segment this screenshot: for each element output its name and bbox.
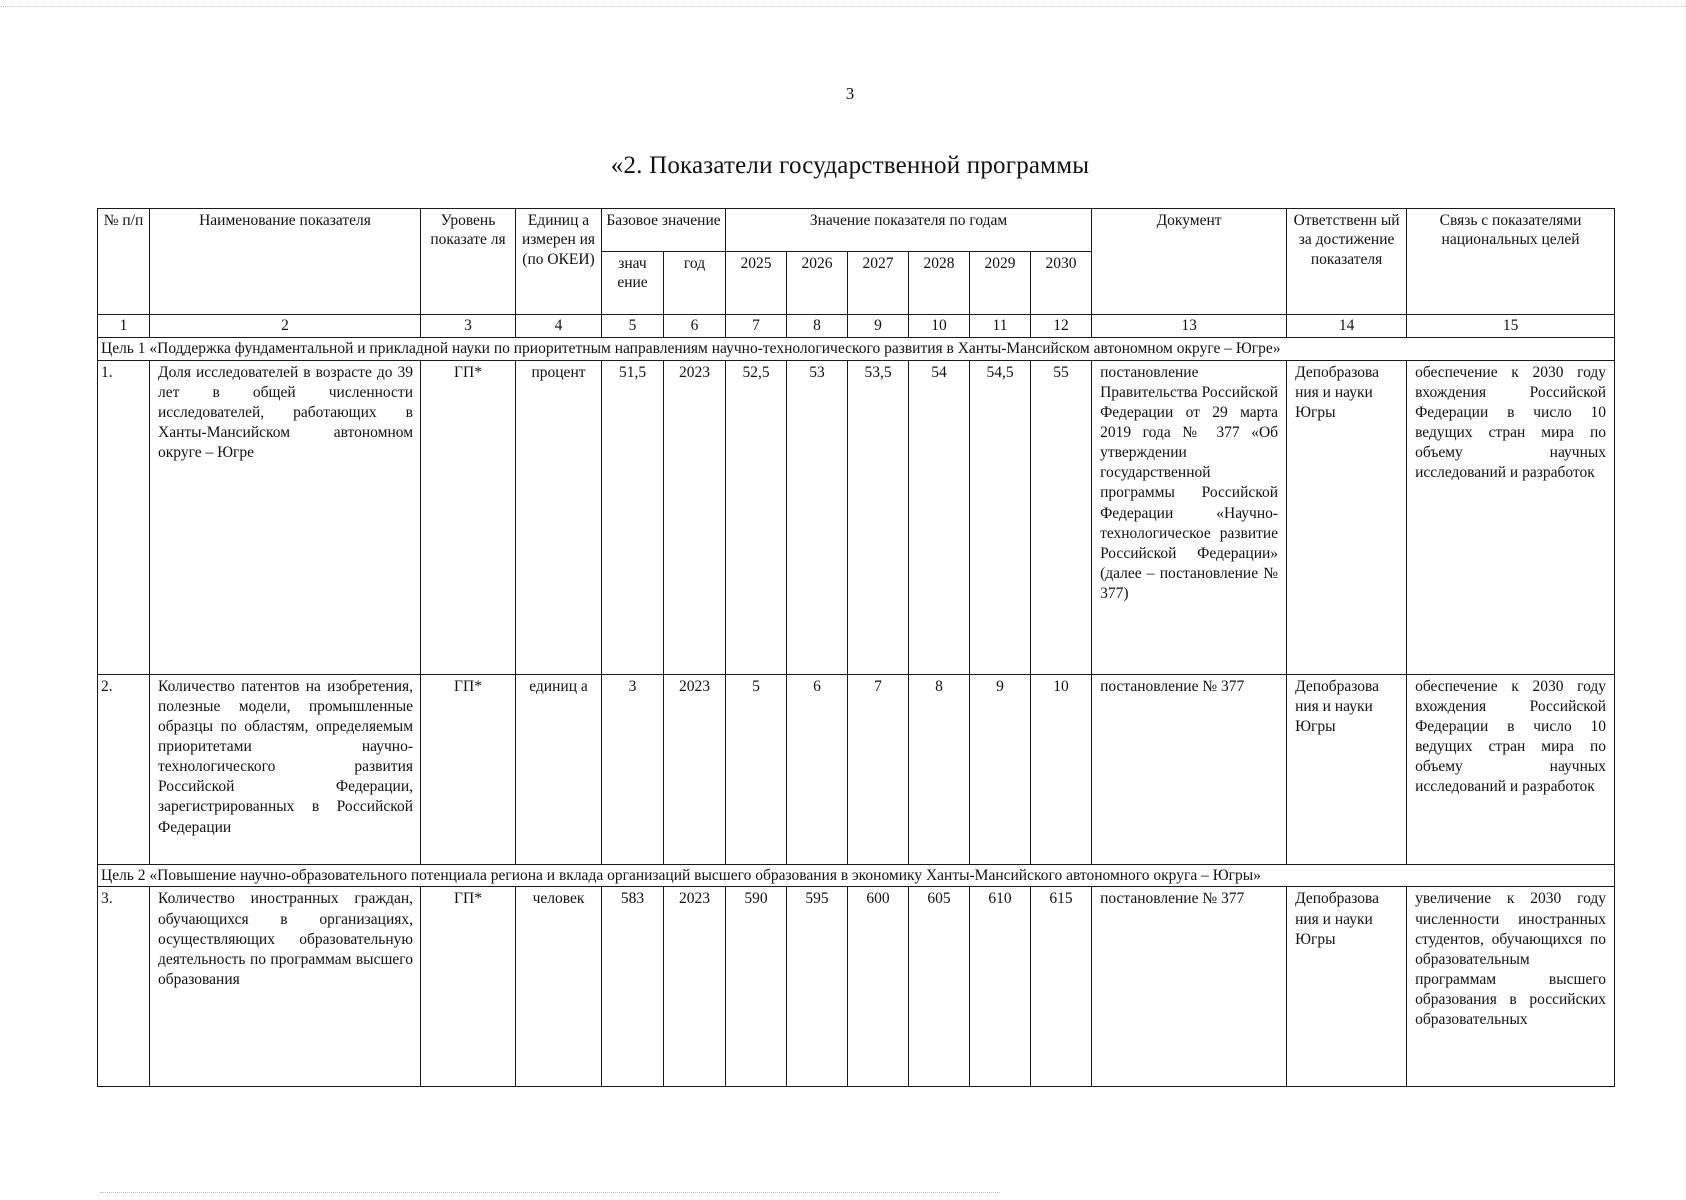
scan-artifact-top (0, 6, 1686, 9)
year-value: 600 (848, 887, 909, 1087)
header-year: 2025 (726, 252, 787, 315)
header-document: Документ (1092, 209, 1287, 315)
header-year: 2027 (848, 252, 909, 315)
indicator-level: ГП* (421, 674, 516, 864)
base-value: 51,5 (602, 360, 664, 674)
base-year: 2023 (664, 674, 726, 864)
year-value: 55 (1031, 360, 1092, 674)
year-value: 595 (787, 887, 848, 1087)
year-value: 6 (787, 674, 848, 864)
year-value: 54,5 (970, 360, 1031, 674)
document-ref: постановление № 377 (1092, 674, 1287, 864)
header-base: Базовое значение (602, 209, 726, 252)
column-number: 7 (726, 315, 787, 338)
goal-row-1 (98, 337, 1615, 360)
header-level: Уровень показате ля (421, 209, 516, 315)
column-number: 15 (1407, 315, 1615, 338)
national-goal-link: обеспечение к 2030 году вхождения Российской Федерации в число 10 ведущих стран мира по объему научных исследований и разработок (1407, 360, 1615, 674)
indicator-unit: человек (516, 887, 602, 1087)
header-year: 2028 (909, 252, 970, 315)
column-number: 14 (1287, 315, 1407, 338)
indicator-unit: единиц а (516, 674, 602, 864)
year-value: 54 (909, 360, 970, 674)
header-year: 2030 (1031, 252, 1092, 315)
indicator-level: ГП* (421, 360, 516, 674)
indicator-unit: процент (516, 360, 602, 674)
header-base-year: год (664, 252, 726, 315)
header-year: 2029 (970, 252, 1031, 315)
year-value: 52,5 (726, 360, 787, 674)
column-number: 13 (1092, 315, 1287, 338)
goal-title: Цель 1 «Поддержка фундаментальной и прикладной науки по приоритетным направлениям научно-технологического развития в Ханты-Мансийском автономном округе – Югре» (98, 337, 1615, 360)
responsible-body: Депобразова ния и науки Югры (1287, 887, 1407, 1087)
page-title: «2. Показатели государственной программы (610, 152, 1090, 179)
base-year: 2023 (664, 360, 726, 674)
header-years-group: Значение показателя по годам (726, 209, 1092, 252)
goal-title: Цель 2 «Повышение научно-образовательного потенциала региона и вклада организаций высшего образования в экономику Ханты-Мансийского автономного округа – Югры» (98, 864, 1615, 887)
year-value: 590 (726, 887, 787, 1087)
year-value: 53,5 (848, 360, 909, 674)
year-value: 610 (970, 887, 1031, 1087)
scan-artifact-bottom (100, 1192, 1000, 1195)
column-number: 4 (516, 315, 602, 338)
indicator-name: Количество патентов на изобретения, полезные модели, промышленные образцы по областям, определяемым приоритетами научно-технологического развития Российской Федерации, зарегистрированных в Российской Федерации (150, 674, 421, 864)
column-number: 3 (421, 315, 516, 338)
base-year: 2023 (664, 887, 726, 1087)
goal-row-2 (98, 864, 1615, 887)
national-goal-link: увеличение к 2030 году численности иностранных студентов, обучающихся по образовательным программам высшего образования в российских образовательных (1407, 887, 1615, 1087)
header-unit: Единиц а измерен ия (по ОКЕИ) (516, 209, 602, 315)
header-base-value: знач ение (602, 252, 664, 315)
row-num: 1. (98, 360, 150, 674)
column-number: 2 (150, 315, 421, 338)
column-number: 12 (1031, 315, 1092, 338)
year-value: 9 (970, 674, 1031, 864)
column-number: 11 (970, 315, 1031, 338)
header-num: № п/п (98, 209, 150, 315)
responsible-body: Депобразова ния и науки Югры (1287, 360, 1407, 674)
indicator-name: Доля исследователей в возрасте до 39 лет в общей численности исследователей, работающих в Ханты-Мансийском автономном округе – Югре (150, 360, 421, 674)
document-ref: постановление № 377 (1092, 887, 1287, 1087)
column-number: 5 (602, 315, 664, 338)
responsible-body: Депобразова ния и науки Югры (1287, 674, 1407, 864)
indicator-level: ГП* (421, 887, 516, 1087)
year-value: 5 (726, 674, 787, 864)
year-value: 615 (1031, 887, 1092, 1087)
year-value: 605 (909, 887, 970, 1087)
row-num: 3. (98, 887, 150, 1087)
header-name: Наименование показателя (150, 209, 421, 315)
column-number: 9 (848, 315, 909, 338)
table-row (98, 674, 1615, 864)
column-number: 8 (787, 315, 848, 338)
header-year: 2026 (787, 252, 848, 315)
document-ref: постановление Правительства Российской Федерации от 29 марта 2019 года № 377 «Об утверждении государственной программы Российской Федерации «Научно-технологическое развитие Российской Федерации» (далее – постановление № 377) (1092, 360, 1287, 674)
header-responsible: Ответственн ый за достижение показателя (1287, 209, 1407, 315)
year-value: 53 (787, 360, 848, 674)
page-number: 3 (845, 84, 855, 103)
year-value: 8 (909, 674, 970, 864)
national-goal-link: обеспечение к 2030 году вхождения Российской Федерации в число 10 ведущих стран мира по объему научных исследований и разработок (1407, 674, 1615, 864)
base-value: 3 (602, 674, 664, 864)
column-number: 6 (664, 315, 726, 338)
table-row (98, 887, 1615, 1087)
row-num: 2. (98, 674, 150, 864)
year-value: 7 (848, 674, 909, 864)
header-link: Связь с показателями национальных целей (1407, 209, 1615, 315)
header-row-1 (98, 209, 1615, 252)
column-numbers-row (98, 315, 1615, 338)
indicator-name: Количество иностранных граждан, обучающихся в организациях, осуществляющих образовательную деятельность по программам высшего образования (150, 887, 421, 1087)
year-value: 10 (1031, 674, 1092, 864)
table-row (98, 360, 1615, 674)
column-number: 10 (909, 315, 970, 338)
base-value: 583 (602, 887, 664, 1087)
indicators-table (97, 208, 1615, 1087)
column-number: 1 (98, 315, 150, 338)
